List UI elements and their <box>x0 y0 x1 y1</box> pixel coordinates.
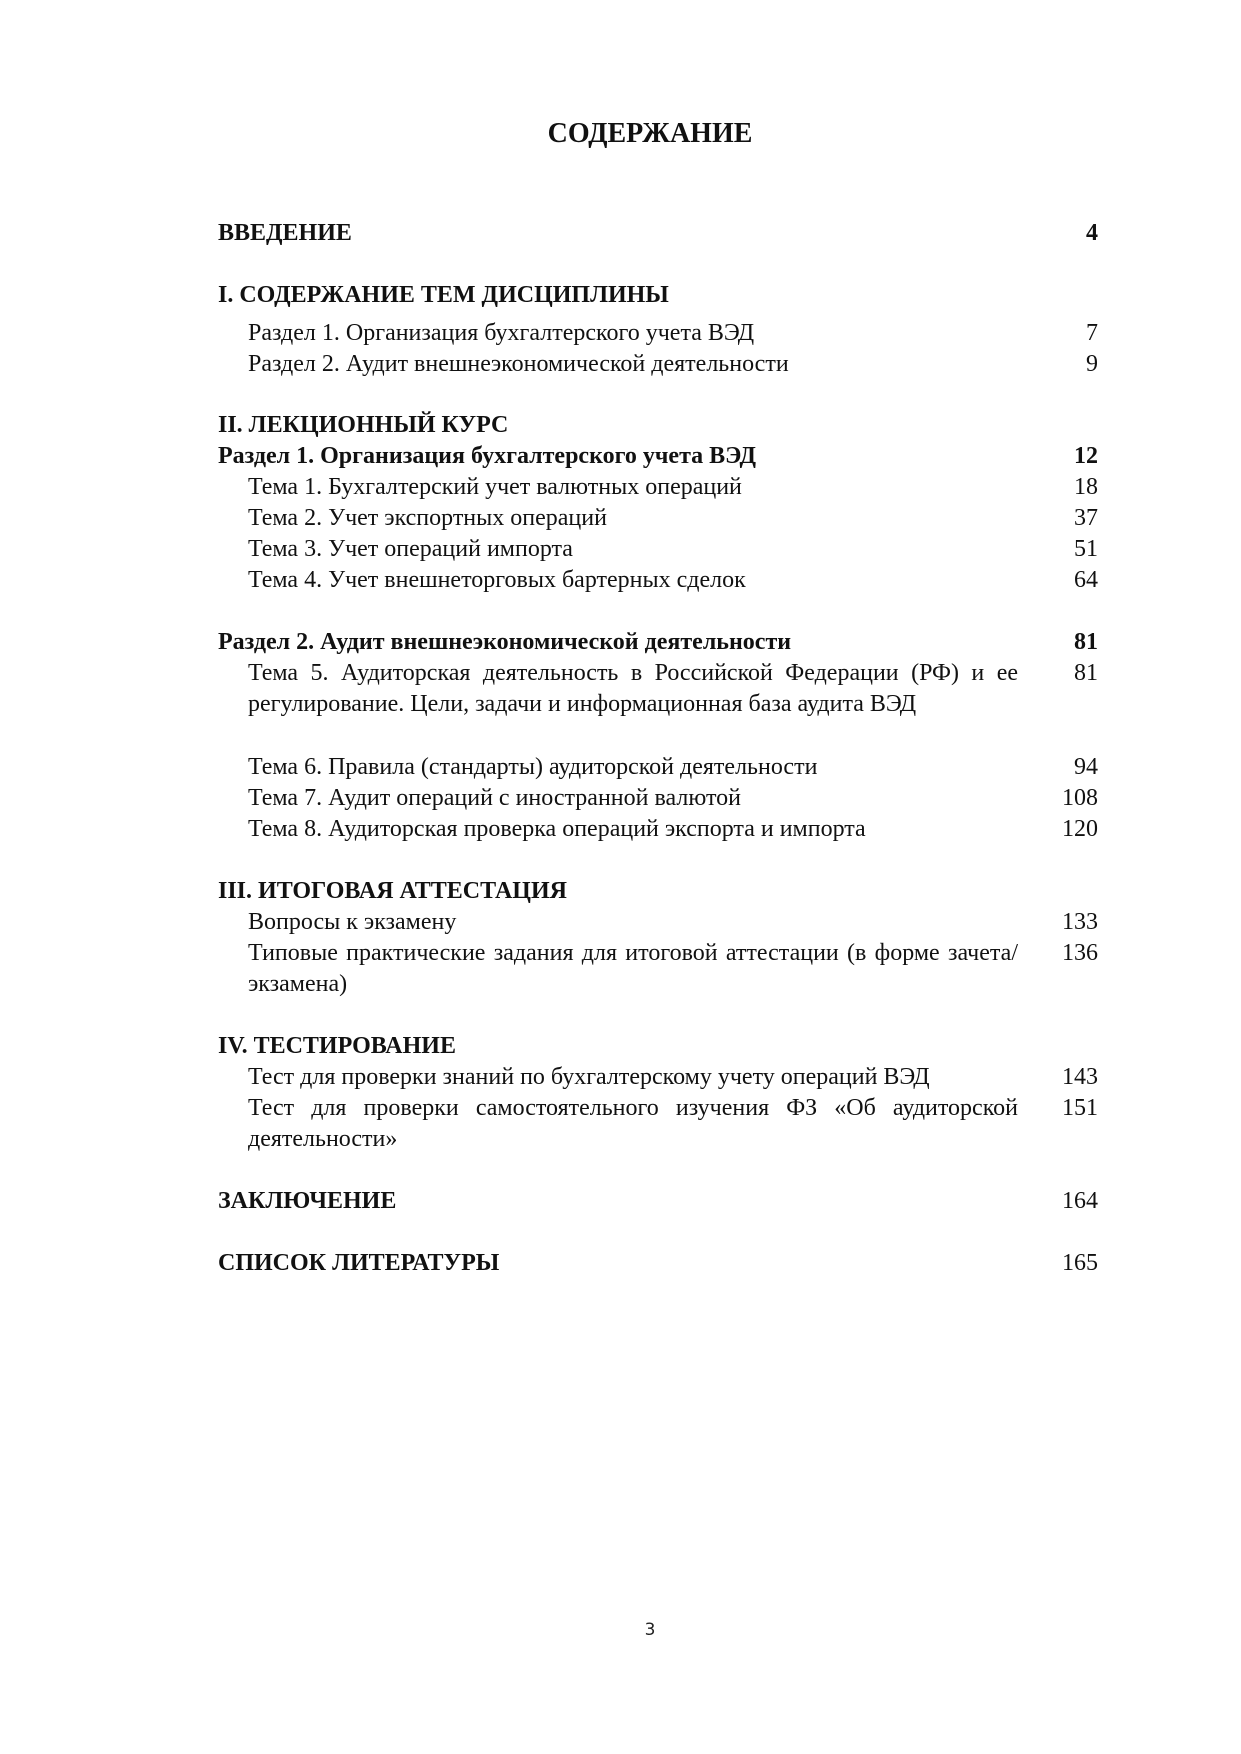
toc-entry[interactable] <box>218 1062 1098 1093</box>
toc-entry-page: 108 <box>1062 785 1098 811</box>
toc-entry-page: 120 <box>1062 816 1098 842</box>
toc-entry-page: 136 <box>1062 940 1098 966</box>
toc-entry-text: Тест для проверки самостоятельного изучения ФЗ «Об аудиторской деятельности» <box>248 1095 1018 1152</box>
toc-entry-text: Типовые практические задания для итоговой аттестации (в форме зачета/экзамена) <box>248 940 1018 997</box>
toc-entry-page: 151 <box>1062 1095 1098 1121</box>
toc-entry[interactable] <box>218 1093 1098 1155</box>
toc-entry-text: Тема 1. Бухгалтерский учет валютных операций <box>248 474 742 500</box>
page-title: СОДЕРЖАНИЕ <box>547 118 753 149</box>
toc-entry[interactable] <box>218 318 1098 349</box>
toc-entry-page: 18 <box>1074 474 1098 500</box>
toc-entry-page: 133 <box>1062 909 1098 935</box>
toc-entry[interactable] <box>218 565 1098 596</box>
toc-entry-page: 81 <box>1074 629 1098 655</box>
toc-entry-text: ЗАКЛЮЧЕНИЕ <box>218 1188 397 1214</box>
toc-entry-bibliography[interactable] <box>218 1248 1098 1279</box>
toc-subsection-2[interactable] <box>218 627 1098 658</box>
toc-entry-text: II. ЛЕКЦИОННЫЙ КУРС <box>218 412 509 438</box>
toc-entry-page: 37 <box>1074 505 1098 531</box>
toc-entry-page: 81 <box>1074 660 1098 686</box>
toc-entry-text: Раздел 1. Организация бухгалтерского учета ВЭД <box>248 320 755 346</box>
toc-entry-text: Тема 6. Правила (стандарты) аудиторской деятельности <box>248 754 818 780</box>
toc-entry-page: 64 <box>1074 567 1098 593</box>
toc-entry[interactable] <box>218 658 1098 720</box>
toc-entry-text: Вопросы к экзамену <box>248 909 457 935</box>
toc-entry-conclusion[interactable] <box>218 1186 1098 1217</box>
toc-entry-text: III. ИТОГОВАЯ АТТЕСТАЦИЯ <box>218 878 567 904</box>
toc-entry-text: Тема 8. Аудиторская проверка операций экспорта и импорта <box>248 816 866 842</box>
page-number: 3 <box>644 1620 656 1640</box>
toc-entry-text: СПИСОК ЛИТЕРАТУРЫ <box>218 1250 500 1276</box>
toc-entry-page: 12 <box>1074 443 1098 469</box>
toc-entry[interactable] <box>218 472 1098 503</box>
toc-entry[interactable] <box>218 814 1098 845</box>
toc-entry-text: Тема 4. Учет внешнеторговых бартерных сделок <box>248 567 746 593</box>
toc-entry-text: Раздел 2. Аудит внешнеэкономической деятельности <box>218 629 792 655</box>
toc-entry-page: 164 <box>1062 1188 1098 1214</box>
toc-entry-text: IV. ТЕСТИРОВАНИЕ <box>218 1033 456 1059</box>
toc-section-heading-4[interactable] <box>218 1031 1098 1062</box>
toc-entry[interactable] <box>218 349 1098 380</box>
toc-subsection-1[interactable] <box>218 441 1098 472</box>
toc-entry-text: Тема 7. Аудит операций с иностранной валютой <box>248 785 741 811</box>
toc-entry[interactable] <box>218 783 1098 814</box>
toc-entry-text: Раздел 1. Организация бухгалтерского учета ВЭД <box>218 443 756 469</box>
toc-entry[interactable] <box>218 534 1098 565</box>
toc-entry-text: Раздел 2. Аудит внешнеэкономической деятельности <box>248 351 789 377</box>
toc-entry-page: 143 <box>1062 1064 1098 1090</box>
toc-section-heading-3[interactable] <box>218 876 1098 907</box>
toc-entry-text: I. СОДЕРЖАНИЕ ТЕМ ДИСЦИПЛИНЫ <box>218 282 669 308</box>
toc-entry-text: Тема 3. Учет операций импорта <box>248 536 573 562</box>
toc-entry-text: Тест для проверки знаний по бухгалтерскому учету операций ВЭД <box>248 1064 930 1090</box>
toc-entry-page: 9 <box>1086 351 1098 377</box>
toc-entry-page: 7 <box>1086 320 1098 346</box>
toc-entry-introduction[interactable] <box>218 218 1098 249</box>
toc-entry[interactable] <box>218 752 1098 783</box>
toc-entry-page: 94 <box>1074 754 1098 780</box>
toc-entry-page: 4 <box>1086 220 1098 246</box>
toc-entry[interactable] <box>218 907 1098 938</box>
toc-entry[interactable] <box>218 503 1098 534</box>
toc-entry-page: 165 <box>1062 1250 1098 1276</box>
toc-entry-text: Тема 5. Аудиторская деятельность в Российской Федерации (РФ) и ее регулирование. Цели, задачи и информационная база аудита ВЭД <box>248 660 1018 717</box>
toc-entry[interactable] <box>218 938 1098 1000</box>
toc-entry-text: ВВЕДЕНИЕ <box>218 220 352 246</box>
toc-entry-text: Тема 2. Учет экспортных операций <box>248 505 607 531</box>
toc-section-heading-1[interactable] <box>218 280 1098 311</box>
toc-section-heading-2[interactable] <box>218 410 1098 441</box>
toc-entry-page: 51 <box>1074 536 1098 562</box>
